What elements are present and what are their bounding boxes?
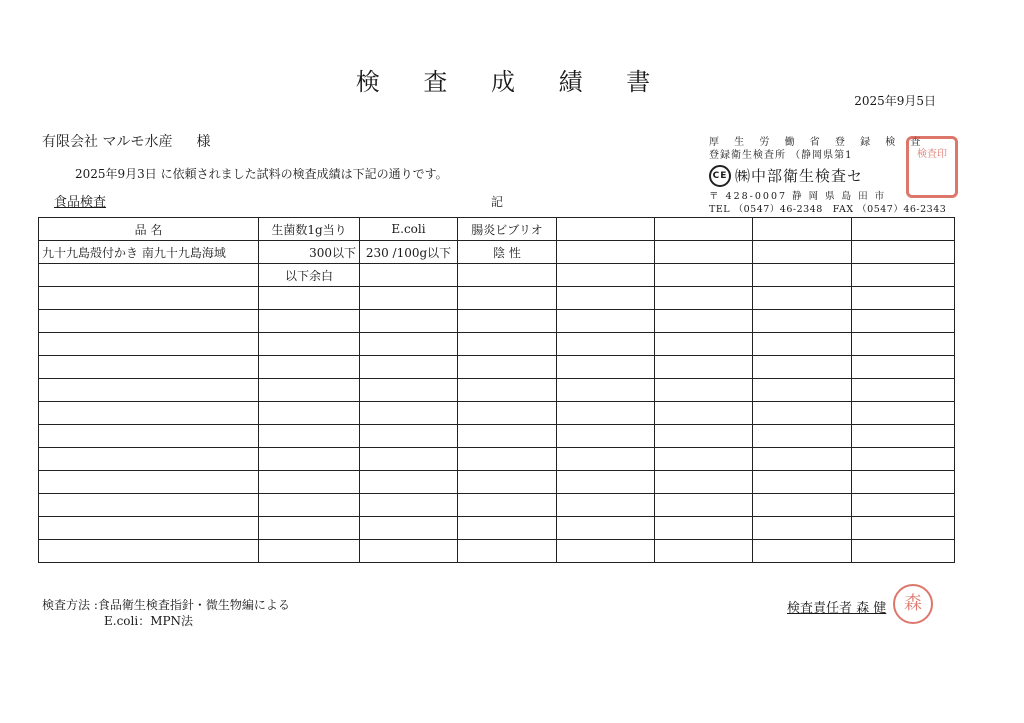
table-row	[39, 310, 955, 333]
table-body	[39, 241, 955, 563]
intro-text: 2025年9月3日 に依頼されました試料の検査成績は下記の通りです。	[75, 167, 448, 181]
table-row	[39, 379, 955, 402]
table-cell	[655, 310, 753, 333]
table-row	[39, 425, 955, 448]
table-cell	[753, 494, 852, 517]
table-cell	[852, 287, 955, 310]
table-cell	[39, 333, 259, 356]
table-cell	[360, 494, 458, 517]
results-table	[38, 217, 955, 563]
table-row	[39, 264, 955, 287]
table-cell	[557, 471, 655, 494]
table-cell	[753, 471, 852, 494]
table-cell	[655, 241, 753, 264]
table-cell	[458, 494, 557, 517]
table-cell	[458, 517, 557, 540]
table-row	[39, 517, 955, 540]
table-cell: 以下余白	[259, 264, 360, 287]
table-cell	[360, 356, 458, 379]
table-cell	[557, 517, 655, 540]
table-cell	[39, 310, 259, 333]
header-empty	[655, 218, 753, 241]
table-cell	[39, 471, 259, 494]
recipient-name: 有限会社 マルモ水産	[42, 134, 173, 150]
table-cell	[39, 448, 259, 471]
table-row	[39, 287, 955, 310]
table-cell	[557, 356, 655, 379]
table-cell	[259, 287, 360, 310]
table-row	[39, 494, 955, 517]
table-header-row	[39, 218, 955, 241]
table-cell	[39, 379, 259, 402]
table-cell	[39, 540, 259, 563]
table-cell	[360, 333, 458, 356]
table-row	[39, 448, 955, 471]
method-line-2: E.coli：MPN法	[104, 614, 194, 628]
issuer-registration: 厚 生 労 働 省 登 録 検 査	[709, 137, 927, 148]
table-cell	[458, 333, 557, 356]
table-cell	[753, 333, 852, 356]
table-cell	[39, 425, 259, 448]
table-cell	[753, 379, 852, 402]
table-cell	[852, 264, 955, 287]
table-cell	[655, 379, 753, 402]
table-row	[39, 356, 955, 379]
table-cell	[852, 356, 955, 379]
table-cell	[39, 287, 259, 310]
table-cell	[557, 379, 655, 402]
table-cell	[753, 448, 852, 471]
table-cell	[557, 333, 655, 356]
table-cell	[753, 356, 852, 379]
table-cell: 陰 性	[458, 241, 557, 264]
table-cell	[852, 310, 955, 333]
test-method	[42, 597, 290, 629]
table-cell	[360, 425, 458, 448]
recipient-honorific: 様	[196, 134, 211, 150]
table-cell	[753, 287, 852, 310]
table-cell	[39, 264, 259, 287]
table-cell	[259, 310, 360, 333]
table-cell	[458, 540, 557, 563]
table-cell	[458, 356, 557, 379]
table-cell	[655, 425, 753, 448]
table-cell	[557, 310, 655, 333]
table-cell	[259, 356, 360, 379]
table-cell	[360, 287, 458, 310]
table-cell	[655, 448, 753, 471]
header-empty	[852, 218, 955, 241]
issue-date: 2025年9月5日	[854, 94, 936, 108]
table-cell	[360, 471, 458, 494]
table-cell	[557, 287, 655, 310]
table-cell	[259, 333, 360, 356]
table-cell	[852, 333, 955, 356]
header-ecoli: E.coli	[360, 218, 458, 241]
table-cell	[655, 264, 753, 287]
issuer-logo-icon: CE	[709, 165, 731, 187]
issuer-lab-registration: 登録衛生検査所 （静岡県第1	[709, 150, 853, 161]
header-vibrio: 腸炎ビブリオ	[458, 218, 557, 241]
table-cell	[852, 517, 955, 540]
table-cell: 九十九島殻付かき 南九十九島海域	[39, 241, 259, 264]
table-cell	[458, 448, 557, 471]
table-cell	[458, 379, 557, 402]
table-cell	[852, 402, 955, 425]
table-cell: 300以下	[259, 241, 360, 264]
responsible-person: 検査責任者 森 健	[787, 601, 887, 616]
table-cell	[753, 540, 852, 563]
header-empty	[753, 218, 852, 241]
table-row	[39, 540, 955, 563]
table-cell	[39, 494, 259, 517]
table-cell	[753, 425, 852, 448]
table-cell	[852, 540, 955, 563]
table-cell	[360, 448, 458, 471]
table-cell	[458, 402, 557, 425]
table-cell	[655, 356, 753, 379]
table-cell	[753, 310, 852, 333]
table-cell	[852, 471, 955, 494]
table-cell	[39, 356, 259, 379]
table-cell	[753, 517, 852, 540]
table-cell	[753, 241, 852, 264]
table-cell	[259, 517, 360, 540]
table-cell	[259, 425, 360, 448]
table-cell	[259, 471, 360, 494]
table-cell	[259, 448, 360, 471]
table-cell	[458, 425, 557, 448]
table-cell	[360, 540, 458, 563]
section-heading: 食品検査	[54, 195, 107, 210]
table-cell	[655, 471, 753, 494]
table-cell	[655, 540, 753, 563]
table-cell	[655, 494, 753, 517]
issuer-name: ㈱中部衛生検査セ	[735, 166, 864, 185]
header-item-name: 品 名	[39, 218, 259, 241]
table-cell	[753, 264, 852, 287]
table-cell	[557, 494, 655, 517]
table-cell	[458, 310, 557, 333]
table-cell	[360, 264, 458, 287]
table-cell	[259, 379, 360, 402]
table-cell	[458, 287, 557, 310]
table-cell	[852, 379, 955, 402]
table-cell	[360, 379, 458, 402]
table-row	[39, 471, 955, 494]
header-empty	[557, 218, 655, 241]
document-title: 検 査 成 績 書	[355, 68, 669, 96]
table-cell	[360, 310, 458, 333]
table-cell	[655, 402, 753, 425]
table-cell	[852, 241, 955, 264]
table-cell	[753, 402, 852, 425]
company-seal-icon: 検査印	[906, 136, 958, 198]
table-cell	[655, 287, 753, 310]
issuer-address: 〒 428-0007 静 岡 県 島 田 市	[709, 191, 887, 202]
table-cell	[557, 425, 655, 448]
table-cell	[852, 448, 955, 471]
table-cell	[259, 402, 360, 425]
table-cell	[557, 241, 655, 264]
table-row	[39, 402, 955, 425]
table-cell	[557, 402, 655, 425]
table-cell	[655, 333, 753, 356]
personal-stamp-icon: 森	[893, 584, 933, 624]
table-cell	[39, 517, 259, 540]
method-line-1: 検査方法 :食品衛生検査指針・微生物編による	[42, 598, 290, 612]
table-cell	[360, 402, 458, 425]
table-cell	[39, 402, 259, 425]
table-cell	[852, 494, 955, 517]
table-cell	[655, 517, 753, 540]
recipient	[42, 131, 210, 151]
table-cell	[360, 517, 458, 540]
header-bacteria-count: 生菌数1g当り	[259, 218, 360, 241]
issuer-contact: TEL （0547）46-2348 FAX （0547）46-2343	[709, 204, 947, 215]
table-cell: 230 /100g以下	[360, 241, 458, 264]
table-row	[39, 241, 955, 264]
table-cell	[557, 448, 655, 471]
table-cell	[259, 540, 360, 563]
table-cell	[557, 540, 655, 563]
ki-mark: 記	[491, 195, 504, 209]
table-cell	[852, 425, 955, 448]
table-cell	[458, 471, 557, 494]
table-cell	[259, 494, 360, 517]
table-cell	[557, 264, 655, 287]
table-cell	[458, 264, 557, 287]
table-row	[39, 333, 955, 356]
